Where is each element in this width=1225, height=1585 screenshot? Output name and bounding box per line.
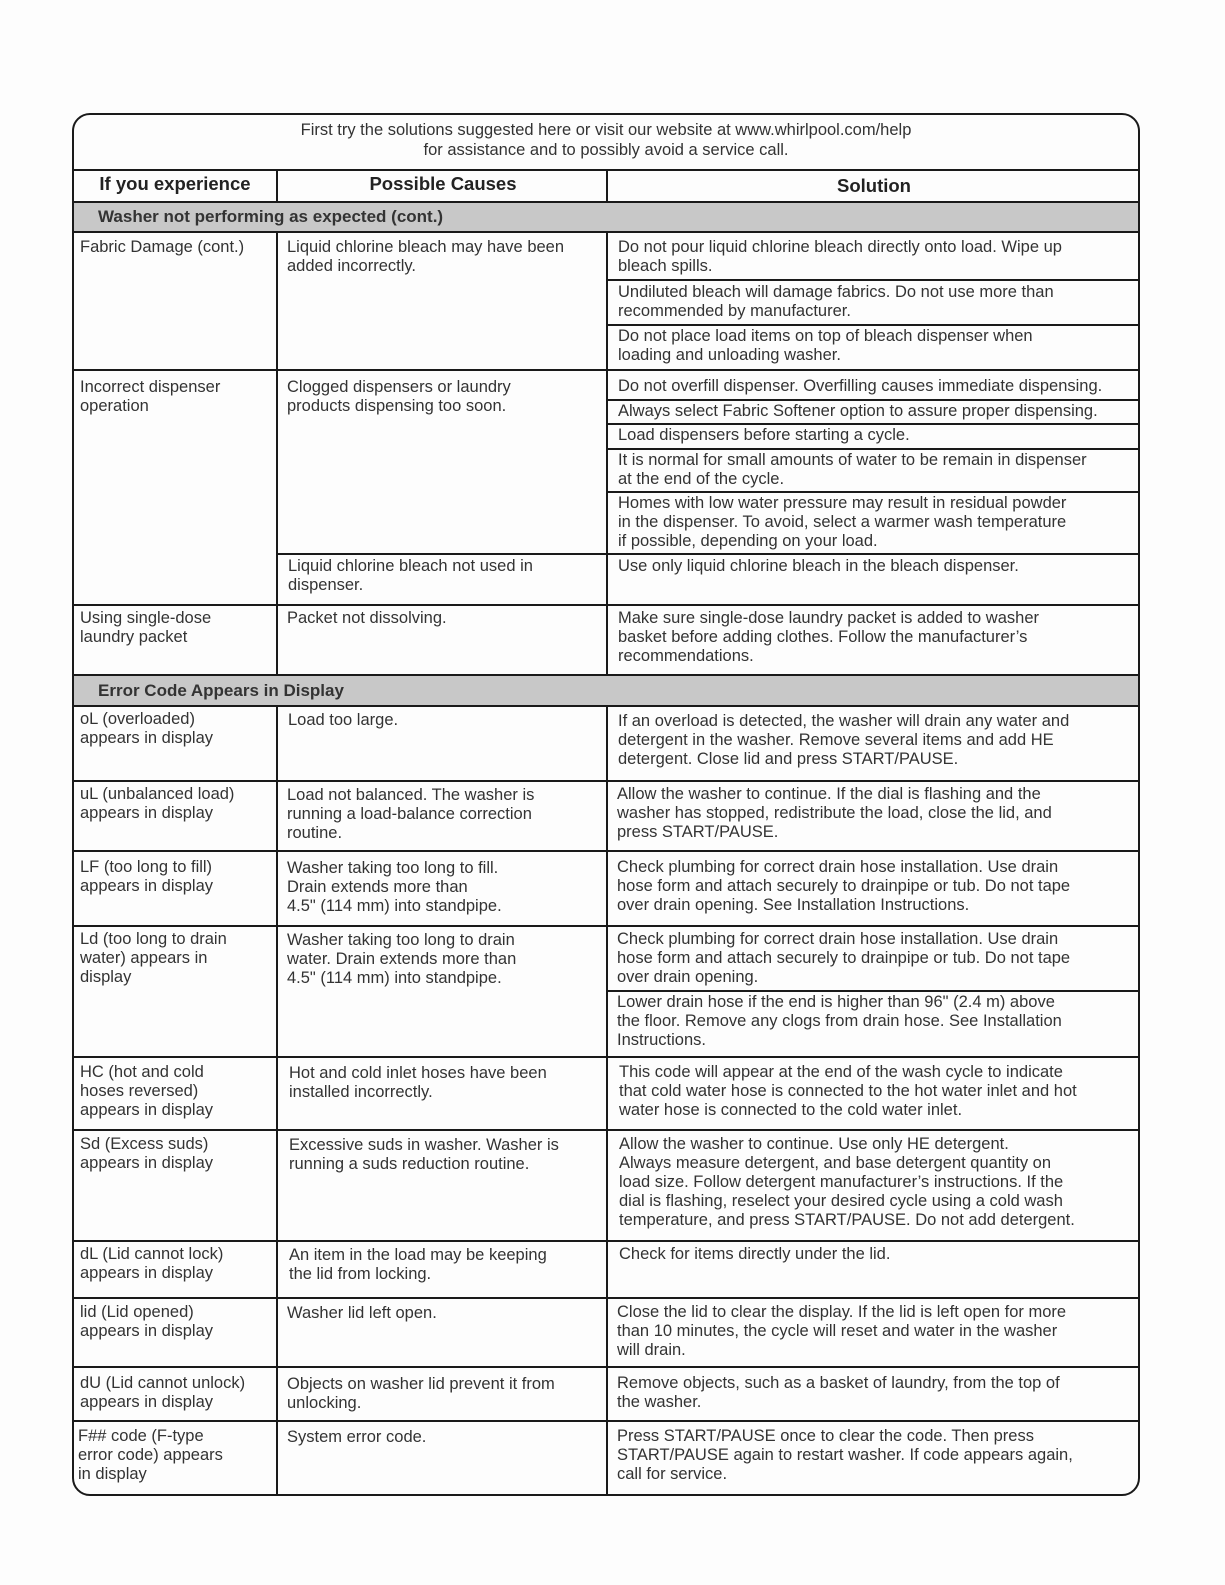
solution-dispenser-1: Do not overfill dispenser. Overfilling causes immediate dispensing.: [618, 377, 1103, 395]
divider: [608, 990, 1138, 992]
solution-fabric-1: Do not pour liquid chlorine bleach directly onto load. Wipe up bleach spills.: [618, 238, 1062, 275]
header-experience: If you experience: [99, 173, 251, 194]
cause-clogged-dispensers: Clogged dispensers or laundry products dispensing too soon.: [287, 378, 511, 415]
divider: [74, 1297, 1138, 1299]
intro-note: [74, 115, 1138, 170]
divider: [276, 169, 278, 203]
header-solution: Solution: [837, 175, 911, 196]
problem-Sd: Sd (Excess suds) appears in display: [80, 1135, 213, 1172]
section-error-code: Error Code Appears in Display: [74, 676, 1138, 706]
problem-incorrect-dispenser: Incorrect dispenser operation: [80, 378, 221, 415]
cause-fabric-damage: Liquid chlorine bleach may have been added incorrectly.: [287, 238, 565, 275]
divider: [74, 1129, 1138, 1131]
problem-fabric-damage: Fabric Damage (cont.): [80, 238, 245, 256]
solution-F-code: Press START/PAUSE once to clear the code. Then press START/PAUSE again to restart washer. If code appears again, call for service.: [617, 1427, 1073, 1483]
problem-dU: dU (Lid cannot unlock) appears in display: [80, 1374, 246, 1411]
cause-oL: Load too large.: [288, 711, 399, 729]
divider: [74, 925, 1138, 927]
divider: [74, 369, 1138, 371]
solution-LF: Check plumbing for correct drain hose installation. Use drain hose form and attach securely to drainpipe or tub. Do not tape over drain opening. See Installation Instructions.: [617, 858, 1071, 914]
cause-dL: An item in the load may be keeping the lid from locking.: [289, 1246, 547, 1283]
solution-dispenser-6: Use only liquid chlorine bleach in the bleach dispenser.: [618, 557, 1019, 575]
solution-oL: If an overload is detected, the washer will drain any water and detergent in the washer. Remove several items and add HE detergent. Close lid and press START/PAUSE.: [618, 712, 1070, 768]
solution-fabric-3: Do not place load items on top of bleach dispenser when loading and unloading washer.: [618, 327, 1033, 364]
divider: [74, 780, 1138, 782]
divider: [608, 423, 1138, 425]
solution-HC: This code will appear at the end of the wash cycle to indicate that cold water hose is connected to the hot water inlet and hot water hose is connected to the cold water inlet.: [619, 1063, 1077, 1119]
cause-uL: Load not balanced. The washer is running a load-balance correction routine.: [287, 786, 535, 842]
divider: [608, 448, 1138, 450]
cause-lid: Washer lid left open.: [287, 1304, 437, 1322]
problem-Ld: Ld (too long to drain water) appears in display: [80, 930, 227, 986]
solution-lid: Close the lid to clear the display. If the lid is left open for more than 10 minutes, the cycle will reset and water in the washer will drain.: [617, 1303, 1067, 1359]
cause-LF: Washer taking too long to fill. Drain extends more than 4.5" (114 mm) into standpipe.: [287, 859, 502, 915]
cause-HC: Hot and cold inlet hoses have been installed incorrectly.: [289, 1064, 547, 1101]
divider: [276, 231, 278, 677]
problem-uL: uL (unbalanced load) appears in display: [80, 785, 235, 822]
problem-single-dose-packet: Using single-dose laundry packet: [80, 609, 212, 646]
divider: [74, 1056, 1138, 1058]
cause-Ld: Washer taking too long to drain water. Drain extends more than 4.5" (114 mm) into standpipe.: [287, 931, 517, 987]
divider: [278, 553, 1138, 555]
problem-HC: HC (hot and cold hoses reversed) appears in display: [80, 1063, 213, 1119]
solution-uL: Allow the washer to continue. If the dial is flashing and the washer has stopped, redistribute the load, close the lid, and press START/PAUSE.: [617, 785, 1052, 841]
solution-dU: Remove objects, such as a basket of laundry, from the top of the washer.: [617, 1374, 1060, 1411]
divider: [608, 399, 1138, 401]
cause-F-code: System error code.: [287, 1428, 427, 1446]
solution-Sd: Allow the washer to continue. Use only HE detergent. Always measure detergent, and base detergent quantity on load size. Follow detergent manufacturer’s instructions. If the dial is flashing, reselect your desired cycle using a cold wash temperature, and press START/PAUSE. Do not add detergent.: [619, 1135, 1075, 1229]
solution-packet: Make sure single-dose laundry packet is added to washer basket before adding clothes. Follow the manufacturer’s recommendations.: [618, 609, 1039, 665]
divider: [74, 1240, 1138, 1242]
divider: [608, 279, 1138, 281]
divider: [74, 1366, 1138, 1368]
troubleshooting-table: [72, 113, 1140, 1496]
header-causes: Possible Causes: [369, 173, 517, 194]
divider: [606, 705, 608, 1496]
divider: [74, 1420, 1138, 1422]
cause-dU: Objects on washer lid prevent it from unlocking.: [287, 1375, 555, 1412]
solution-dispenser-5: Homes with low water pressure may result in residual powder in the dispenser. To avoid, select a warmer wash temperature if possible, depending on your load.: [618, 494, 1067, 550]
solution-dL: Check for items directly under the lid.: [619, 1245, 891, 1263]
intro-line-2: for assistance and to possibly avoid a service call.: [423, 141, 789, 159]
cause-bleach-not-in-dispenser: Liquid chlorine bleach not used in dispenser.: [288, 557, 533, 594]
section-washer-not-performing: Washer not performing as expected (cont.): [74, 203, 1138, 232]
problem-F-code: F## code (F-type error code) appears in display: [78, 1427, 223, 1483]
solution-Ld-2: Lower drain hose if the end is higher than 96" (2.4 m) above the floor. Remove any clogs from drain hose. See Installation Instructions.: [617, 993, 1062, 1049]
divider: [606, 169, 608, 203]
intro-line-1: First try the solutions suggested here or visit our website at www.whirlpool.com/help: [300, 121, 912, 139]
solution-dispenser-2: Always select Fabric Softener option to assure proper dispensing.: [618, 402, 1098, 420]
cause-packet-not-dissolving: Packet not dissolving.: [287, 609, 447, 627]
divider: [608, 324, 1138, 326]
cause-Sd: Excessive suds in washer. Washer is running a suds reduction routine.: [289, 1136, 559, 1173]
solution-fabric-2: Undiluted bleach will damage fabrics. Do not use more than recommended by manufacturer.: [618, 283, 1054, 320]
problem-lid: lid (Lid opened) appears in display: [80, 1303, 213, 1340]
divider: [606, 231, 608, 677]
divider: [74, 850, 1138, 852]
solution-Ld-1: Check plumbing for correct drain hose installation. Use drain hose form and attach securely to drainpipe or tub. Do not tape over drain opening.: [617, 930, 1071, 986]
divider: [276, 705, 278, 1496]
divider: [608, 491, 1138, 493]
divider: [74, 604, 1138, 606]
problem-LF: LF (too long to fill) appears in display: [80, 858, 213, 895]
problem-dL: dL (Lid cannot lock) appears in display: [80, 1245, 224, 1282]
solution-dispenser-4: It is normal for small amounts of water to be remain in dispenser at the end of the cycle.: [618, 451, 1087, 488]
problem-oL: oL (overloaded) appears in display: [80, 710, 213, 747]
solution-dispenser-3: Load dispensers before starting a cycle.: [618, 426, 910, 444]
